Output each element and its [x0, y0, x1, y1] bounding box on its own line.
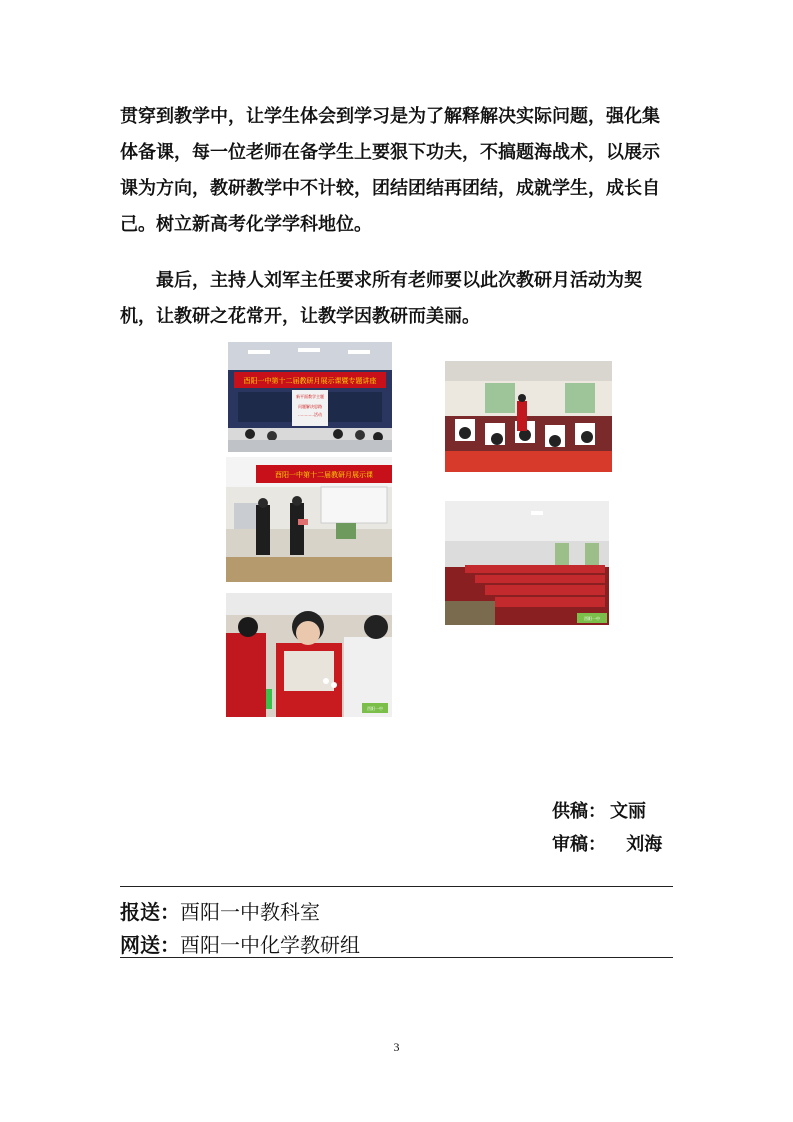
net-recipient: 酉阳一中化学教研组 [180, 933, 360, 957]
report-recipient: 酉阳一中教科室 [180, 900, 320, 924]
photo-badge: 酉阳一中 [367, 706, 383, 711]
photo-presenters-stage [226, 457, 392, 582]
paragraph-line: 己。树立新高考化学学科地位。 [120, 214, 372, 235]
page-number: 3 [393, 1040, 400, 1054]
divider-bottom [120, 957, 673, 958]
photo-badge: 酉阳一中 [584, 616, 600, 621]
banner-text: 酉阳一中第十二届教研月展示课 [275, 471, 373, 479]
body-paragraph-1 [120, 99, 680, 243]
net-label: 网送： [120, 933, 180, 957]
author-name: 文丽 [610, 801, 646, 822]
screen-text-3: …………活动 [298, 412, 322, 417]
paragraph-line: 体备课，每一位老师在备学生上要狠下功夫，不搞题海战术，以展示 [120, 142, 660, 163]
author-label: 供稿： [552, 801, 606, 822]
paragraph-line: 贯穿到教学中，让学生体会到学习是为了解释解决实际问题，强化集 [120, 106, 660, 127]
net-to-line [120, 929, 360, 958]
author-credit [552, 797, 646, 823]
photo-lecture-banner [228, 342, 392, 452]
reviewer-name: 刘海 [626, 834, 663, 855]
screen-text-1: 新平面教学主题 [296, 394, 324, 399]
photo-hall-audience [445, 501, 609, 625]
paragraph-line: 机，让教研之花常开，让教学因教研而美丽。 [120, 306, 480, 327]
body-paragraph-2 [120, 263, 680, 335]
screen-text-2: 问题解决思路 [298, 404, 322, 409]
reviewer-credit [552, 830, 662, 856]
photo-students-closeup [226, 593, 392, 717]
banner-text: 酉阳一中第十二届教研月展示课暨专题讲座 [243, 377, 377, 385]
photo-classroom-students [445, 361, 612, 472]
paragraph-line: 最后，主持人刘军主任要求所有老师要以此次教研月活动为契 [156, 270, 642, 291]
paragraph-line: 课为方向，教研教学中不计较，团结团结再团结，成就学生，成长自 [120, 178, 660, 199]
report-to-line [120, 896, 320, 925]
reviewer-label: 审稿： [552, 834, 606, 855]
divider-top [120, 886, 673, 887]
report-label: 报送： [120, 900, 180, 924]
